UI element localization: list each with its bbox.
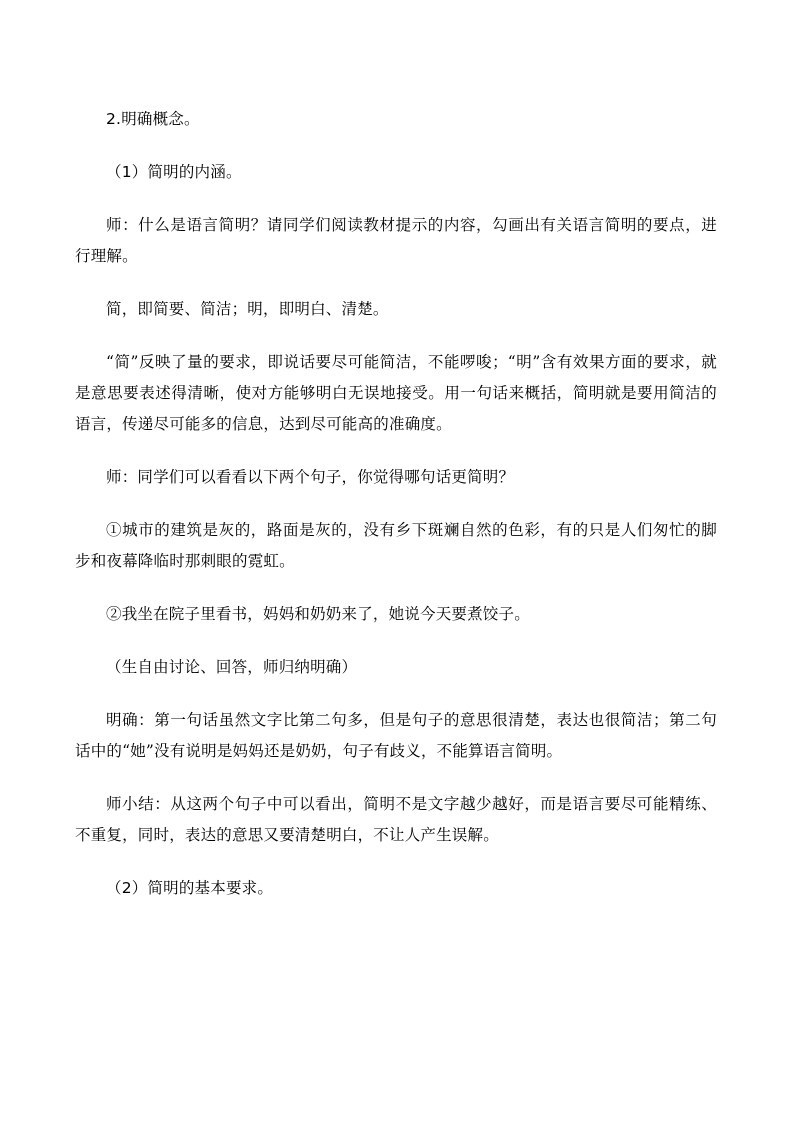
explanation-paragraph: “简”反映了量的要求，即说话要尽可能简洁，不能啰唆；“明”含有效果方面的要求，就是意思要表述得清晰，使对方能够明白无误地接受。用一句话来概括，简明就是要用简洁的语言，传递尽可能多的信息，达到尽可能高的准确度。 [75,353,717,433]
clarification-paragraph: 明确：第一句话虽然文字比第二句多，但是句子的意思很清楚，表达也很简洁；第二句话中的“她”没有说明是妈妈还是奶奶，句子有歧义，不能算语言简明。 [75,711,717,760]
teacher-question-paragraph: 师：什么是语言简明？请同学们阅读教材提示的内容，勾画出有关语言简明的要点，进行理解。 [75,216,717,265]
teacher-summary-paragraph: 师小结：从这两个句子中可以看出，简明不是文字越少越好，而是语言要尽可能精练、不重复，同时，表达的意思又要清楚明白，不让人产生误解。 [75,795,717,844]
subsection-heading-requirements: （2）简明的基本要求。 [106,879,274,897]
discussion-note: （生自由讨论、回答，师归纳明确） [106,658,358,676]
example-sentence-2: ②我坐在院子里看书，妈妈和奶奶来了，她说今天要煮饺子。 [106,605,530,623]
subsection-heading-meaning: （1）简明的内涵。 [106,163,242,181]
section-heading-clarify-concepts: 2.明确概念。 [106,110,200,128]
teacher-prompt-paragraph: 师：同学们可以看看以下两个句子，你觉得哪句话更简明？ [106,468,515,486]
example-sentence-1: ①城市的建筑是灰的，路面是灰的，没有乡下斑斓自然的色彩，有的只是人们匆忙的脚步和夜幕降临时那刺眼的霓虹。 [75,521,717,570]
definition-paragraph: 简，即简要、简洁；明，即明白、清楚。 [106,300,389,318]
document-body [75,104,717,904]
